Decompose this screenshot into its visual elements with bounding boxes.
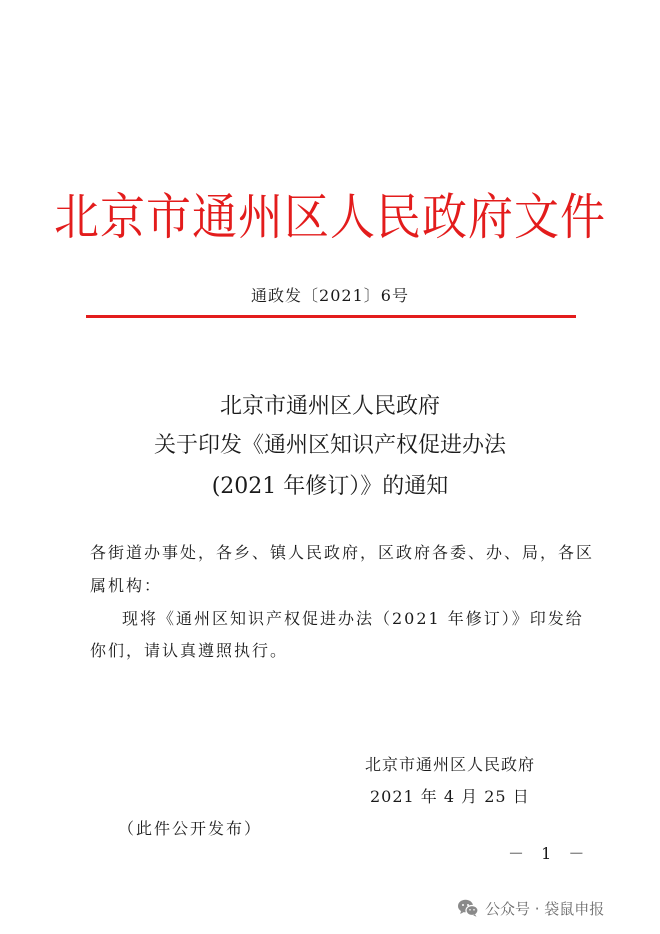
masthead-title: 北京市通州区人民政府文件 [53,187,606,247]
notice-title-line-2: 关于印发《通州区知识产权促进办法 [153,433,506,458]
wechat-icon [457,898,479,918]
notice-title-line-1: 北京市通州区人民政府 [219,394,440,419]
document-number: 通政发〔2021〕6号 [251,286,409,305]
public-release-note: （此件公开发布） [118,819,263,838]
addressee-line-2: 属机构： [90,576,163,595]
addressee-line-1: 各街道办事处，各乡、镇人民政府，区政府各委、办、局，各区 [90,543,595,562]
notice-title-line-3: (2021 年修订）》的通知 [211,474,449,499]
watermark-text: 公众号 · 袋鼠申报 [485,899,605,918]
wechat-watermark [457,897,604,919]
red-separator-line [86,315,576,318]
body-paragraph-line-1: 现将《通州区知识产权促进办法（2021 年修订）》印发给 [122,609,584,628]
signature-organization: 北京市通州区人民政府 [365,755,536,774]
page-number: － 1 － [508,844,591,863]
body-paragraph-line-2: 你们，请认真遵照执行。 [90,641,289,660]
signature-date: 2021 年 4 月 25 日 [370,787,530,806]
